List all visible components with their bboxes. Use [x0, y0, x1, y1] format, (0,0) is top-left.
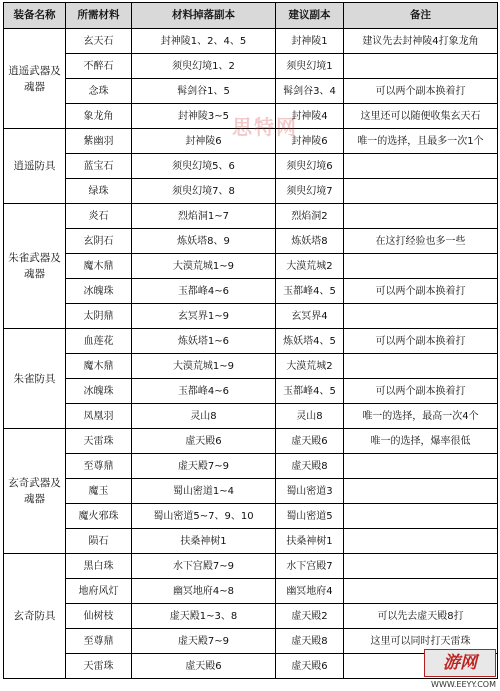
- note-cell: 可以两个副本换着打: [344, 279, 498, 304]
- table-row: [4, 604, 498, 629]
- header-row: [4, 3, 498, 29]
- note-cell: 这里可以同时打天雷珠: [344, 629, 498, 654]
- drop-dungeon-cell: 蜀山密道5~7、9、10: [132, 504, 276, 529]
- suggested-dungeon-cell: 蜀山密道5: [276, 504, 344, 529]
- note-cell: [344, 454, 498, 479]
- drop-dungeon-cell: 玉都峰4~6: [132, 279, 276, 304]
- table-row: [4, 654, 498, 679]
- drop-dungeon-cell: 大漠荒城1~9: [132, 254, 276, 279]
- drop-dungeon-cell: 封神陵1、2、4、5: [132, 29, 276, 54]
- note-cell: [344, 579, 498, 604]
- equipment-name-cell: 逍遥防具: [4, 129, 66, 204]
- table-row: [4, 79, 498, 104]
- drop-dungeon-cell: 水下宫殿7~9: [132, 554, 276, 579]
- drop-dungeon-cell: 虚天殿6: [132, 654, 276, 679]
- drop-dungeon-cell: 蜀山密道1~4: [132, 479, 276, 504]
- table-row: [4, 129, 498, 154]
- note-cell: 可以先去虚天殿8打: [344, 604, 498, 629]
- table-row: [4, 104, 498, 129]
- note-cell: [344, 154, 498, 179]
- drop-dungeon-cell: 虚天殿7~9: [132, 629, 276, 654]
- suggested-dungeon-cell: 灵山8: [276, 404, 344, 429]
- table-row: [4, 254, 498, 279]
- material-cell: 炎石: [66, 204, 132, 229]
- suggested-dungeon-cell: 玉都峰4、5: [276, 279, 344, 304]
- material-cell: 仙树枝: [66, 604, 132, 629]
- table-row: [4, 479, 498, 504]
- suggested-dungeon-cell: 髯剑谷3、4: [276, 79, 344, 104]
- material-cell: 魔木鼎: [66, 354, 132, 379]
- material-cell: 绿珠: [66, 179, 132, 204]
- suggested-dungeon-cell: 扶桑神树1: [276, 529, 344, 554]
- table-row: [4, 454, 498, 479]
- material-cell: 至尊鼎: [66, 629, 132, 654]
- table-row: [4, 229, 498, 254]
- material-cell: 至尊鼎: [66, 454, 132, 479]
- table-row: [4, 504, 498, 529]
- note-cell: [344, 529, 498, 554]
- table-row: [4, 529, 498, 554]
- note-cell: 可以两个副本换着打: [344, 329, 498, 354]
- table-row: [4, 429, 498, 454]
- suggested-dungeon-cell: 虚天殿6: [276, 654, 344, 679]
- table-row: [4, 304, 498, 329]
- material-cell: 天雷珠: [66, 429, 132, 454]
- suggested-dungeon-cell: 水下宫殿7: [276, 554, 344, 579]
- equipment-name-cell: 朱雀武器及魂器: [4, 204, 66, 329]
- material-cell: 冰魄珠: [66, 279, 132, 304]
- suggested-dungeon-cell: 大漠荒城2: [276, 254, 344, 279]
- note-cell: [344, 504, 498, 529]
- material-cell: 紫幽羽: [66, 129, 132, 154]
- suggested-dungeon-cell: 须臾幻境7: [276, 179, 344, 204]
- drop-dungeon-cell: 炼妖塔1~6: [132, 329, 276, 354]
- material-cell: 蓝宝石: [66, 154, 132, 179]
- note-cell: 建议先去封神陵4打象龙角: [344, 29, 498, 54]
- note-cell: 唯一的选择，爆率很低: [344, 429, 498, 454]
- material-cell: 天雷珠: [66, 654, 132, 679]
- table-row: [4, 329, 498, 354]
- material-cell: 玄阴石: [66, 229, 132, 254]
- site-url: WWW.EEYY.COM: [431, 680, 496, 689]
- note-cell: [344, 204, 498, 229]
- drop-dungeon-cell: 虚天殿1~3、8: [132, 604, 276, 629]
- suggested-dungeon-cell: 玉都峰4、5: [276, 379, 344, 404]
- equipment-name-cell: 玄奇武器及魂器: [4, 429, 66, 554]
- drop-dungeon-cell: 灵山8: [132, 404, 276, 429]
- table-row: [4, 554, 498, 579]
- drop-dungeon-cell: 烈焰洞1~7: [132, 204, 276, 229]
- material-cell: 黑白珠: [66, 554, 132, 579]
- note-cell: [344, 304, 498, 329]
- drop-dungeon-cell: 虚天殿6: [132, 429, 276, 454]
- note-cell: [344, 254, 498, 279]
- table-row: [4, 354, 498, 379]
- suggested-dungeon-cell: 虚天殿6: [276, 429, 344, 454]
- drop-dungeon-cell: 扶桑神树1: [132, 529, 276, 554]
- note-cell: 可以两个副本换着打: [344, 79, 498, 104]
- note-cell: [344, 179, 498, 204]
- drop-dungeon-cell: 炼妖塔8、9: [132, 229, 276, 254]
- table-row: [4, 29, 498, 54]
- table-row: [4, 379, 498, 404]
- note-cell: 可以两个副本换着打: [344, 379, 498, 404]
- note-cell: [344, 54, 498, 79]
- material-cell: 陨石: [66, 529, 132, 554]
- header-equipment: 装备名称: [4, 3, 66, 29]
- note-cell: 在这打经验也多一些: [344, 229, 498, 254]
- material-cell: 地府风灯: [66, 579, 132, 604]
- table-row: [4, 179, 498, 204]
- material-cell: 念珠: [66, 79, 132, 104]
- note-cell: [344, 554, 498, 579]
- header-suggested-dungeon: 建议副本: [276, 3, 344, 29]
- suggested-dungeon-cell: 虚天殿2: [276, 604, 344, 629]
- drop-dungeon-cell: 封神陵6: [132, 129, 276, 154]
- suggested-dungeon-cell: 封神陵1: [276, 29, 344, 54]
- note-cell: 这里还可以随便收集玄天石: [344, 104, 498, 129]
- table-row: [4, 579, 498, 604]
- note-cell: 唯一的选择，且最多一次1个: [344, 129, 498, 154]
- material-cell: 玄天石: [66, 29, 132, 54]
- note-cell: 唯一的选择，最高一次4个: [344, 404, 498, 429]
- material-cell: 冰魄珠: [66, 379, 132, 404]
- suggested-dungeon-cell: 封神陵6: [276, 129, 344, 154]
- material-cell: 血莲花: [66, 329, 132, 354]
- suggested-dungeon-cell: 须臾幻境6: [276, 154, 344, 179]
- equipment-name-cell: 玄奇防具: [4, 554, 66, 679]
- material-cell: 凤凰羽: [66, 404, 132, 429]
- suggested-dungeon-cell: 炼妖塔8: [276, 229, 344, 254]
- suggested-dungeon-cell: 须臾幻境1: [276, 54, 344, 79]
- drop-dungeon-cell: 幽冥地府4~8: [132, 579, 276, 604]
- table-row: [4, 404, 498, 429]
- watermark-center: 思特网: [232, 115, 298, 139]
- drop-dungeon-cell: 髯剑谷1、5: [132, 79, 276, 104]
- suggested-dungeon-cell: 炼妖塔4、5: [276, 329, 344, 354]
- table-row: [4, 629, 498, 654]
- note-cell: [344, 354, 498, 379]
- note-cell: [344, 654, 498, 679]
- drop-dungeon-cell: 封神陵3~5: [132, 104, 276, 129]
- suggested-dungeon-cell: 蜀山密道3: [276, 479, 344, 504]
- material-cell: 魔火邪珠: [66, 504, 132, 529]
- drop-dungeon-cell: 须臾幻境5、6: [132, 154, 276, 179]
- suggested-dungeon-cell: 封神陵4: [276, 104, 344, 129]
- table-row: [4, 54, 498, 79]
- drop-dungeon-cell: 须臾幻境7、8: [132, 179, 276, 204]
- table-row: [4, 154, 498, 179]
- suggested-dungeon-cell: 幽冥地府4: [276, 579, 344, 604]
- drop-dungeon-cell: 玄冥界1~9: [132, 304, 276, 329]
- drop-dungeon-cell: 大漠荒城1~9: [132, 354, 276, 379]
- suggested-dungeon-cell: 玄冥界4: [276, 304, 344, 329]
- header-material: 所需材料: [66, 3, 132, 29]
- header-note: 备注: [344, 3, 498, 29]
- drop-dungeon-cell: 玉都峰4~6: [132, 379, 276, 404]
- suggested-dungeon-cell: 虚天殿8: [276, 629, 344, 654]
- equipment-name-cell: 逍遥武器及魂器: [4, 29, 66, 129]
- equipment-name-cell: 朱雀防具: [4, 329, 66, 429]
- suggested-dungeon-cell: 烈焰洞2: [276, 204, 344, 229]
- suggested-dungeon-cell: 虚天殿8: [276, 454, 344, 479]
- table-row: [4, 279, 498, 304]
- material-cell: 不醉石: [66, 54, 132, 79]
- material-cell: 魔木鼎: [66, 254, 132, 279]
- material-cell: 象龙角: [66, 104, 132, 129]
- note-cell: [344, 479, 498, 504]
- material-cell: 太阴鼎: [66, 304, 132, 329]
- site-logo: 游网: [424, 649, 496, 677]
- material-cell: 魔玉: [66, 479, 132, 504]
- drop-dungeon-cell: 虚天殿7~9: [132, 454, 276, 479]
- header-drop-dungeon: 材料掉落副本: [132, 3, 276, 29]
- table-row: [4, 204, 498, 229]
- suggested-dungeon-cell: 大漠荒城2: [276, 354, 344, 379]
- drop-dungeon-cell: 须臾幻境1、2: [132, 54, 276, 79]
- equipment-table: [3, 2, 498, 679]
